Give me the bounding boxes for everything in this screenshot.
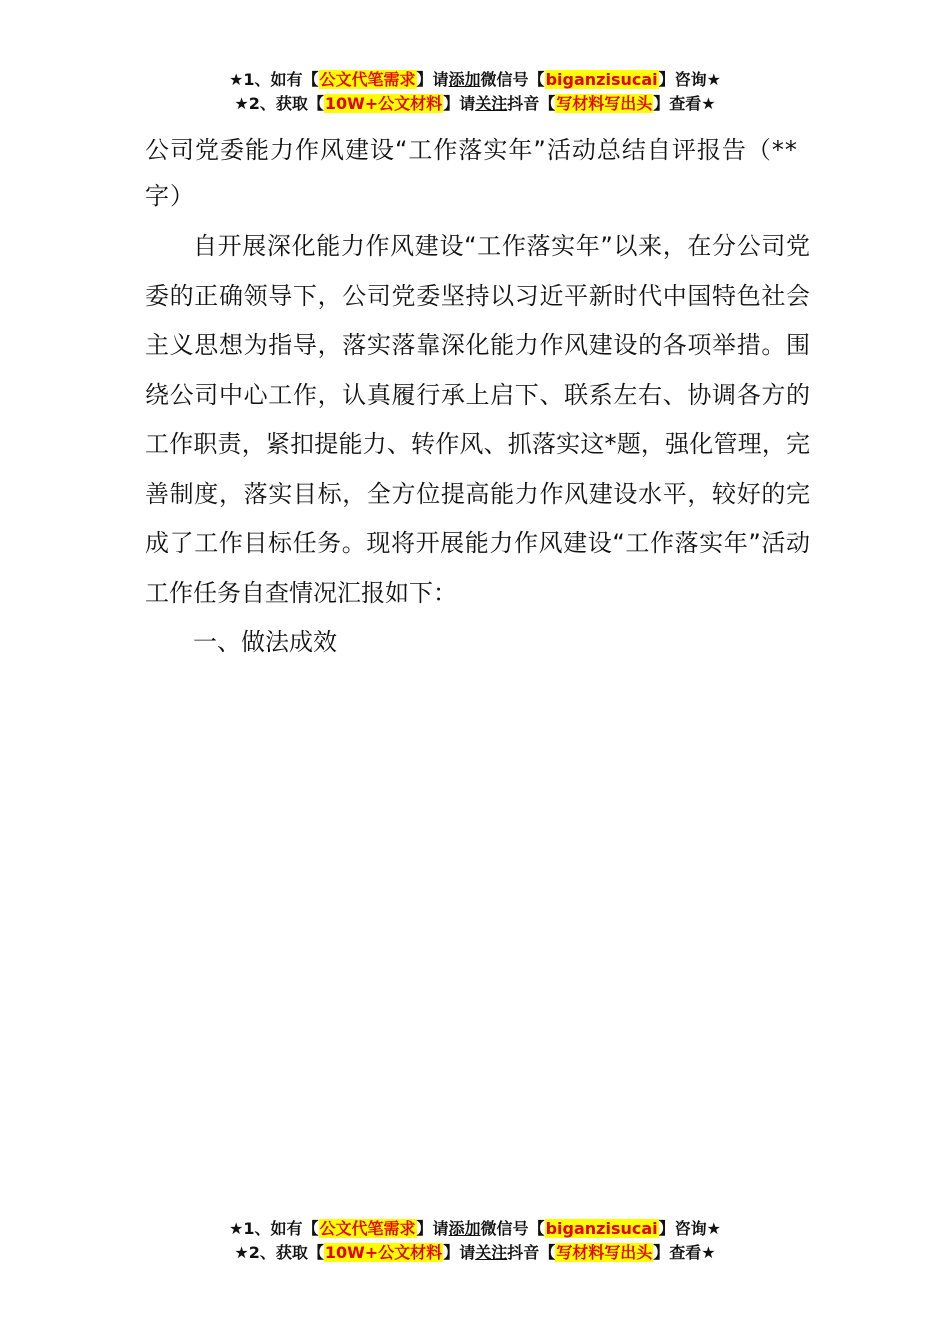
banner-highlight: 公文代笔需求 — [319, 70, 416, 89]
banner-highlight: biganzisucai — [545, 1219, 658, 1238]
body-paragraph: 自开展深化能力作风建设“工作落实年”以来，在分公司党委的正确领导下，公司党委坚持以习近平新时代中国特色社会主义思想为指导，落实落靠深化能力作风建设的各项举措。围绕公司中心工作，认真履行承上启下、联系左右、协调各方的工作职责，紧扣提能力、转作风、抓落实这*题，强化管理，完善制度，落实目标，全方位提高能力作风建设水平，较好的完成了工作目标任务。现将开展能力作风建设“工作落实年”活动工作任务自查情况汇报如下： — [145, 232, 810, 607]
banner-highlight: 写材料写出头 — [556, 94, 653, 113]
banner-text: 抖音【 — [507, 1243, 556, 1262]
banner-text: 】请 — [416, 1219, 449, 1238]
banner-text: 】查看★ — [653, 1243, 716, 1262]
banner-highlight: 10W+公文材料 — [324, 94, 443, 113]
banner-text: 】咨询★ — [658, 70, 721, 89]
footer-banner — [0, 1217, 950, 1265]
banner-text: 】请 — [443, 1243, 476, 1262]
banner-underline: 添加 — [448, 1219, 481, 1238]
banner-underline: 关注 — [475, 1243, 508, 1262]
banner-underline: 关注 — [475, 94, 508, 113]
banner-text: 微信号【 — [480, 1219, 545, 1238]
banner-text: 微信号【 — [480, 70, 545, 89]
banner-text: ★1、如有【 — [229, 70, 319, 89]
banner-highlight: 10W+公文材料 — [324, 1243, 443, 1262]
banner-underline: 添加 — [448, 70, 481, 89]
banner-highlight: 写材料写出头 — [556, 1243, 653, 1262]
section-heading: 一、做法成效 — [193, 628, 337, 656]
document-body — [145, 222, 810, 668]
banner-text: ★2、获取【 — [234, 1243, 324, 1262]
banner-line-1 — [0, 68, 950, 92]
banner-text: 抖音【 — [507, 94, 556, 113]
banner-text: 】请 — [416, 70, 449, 89]
banner-text: 】请 — [443, 94, 476, 113]
banner-text: 】查看★ — [653, 94, 716, 113]
banner-text: ★2、获取【 — [234, 94, 324, 113]
banner-highlight: 公文代笔需求 — [319, 1219, 416, 1238]
banner-line-2 — [0, 1241, 950, 1265]
banner-text: ★1、如有【 — [229, 1219, 319, 1238]
banner-line-2 — [0, 92, 950, 116]
banner-highlight: biganzisucai — [545, 70, 658, 89]
banner-text: 】咨询★ — [658, 1219, 721, 1238]
document-title: 公司党委能力作风建设“工作落实年”活动总结自评报告（**字） — [145, 136, 798, 210]
banner-line-1 — [0, 1217, 950, 1241]
header-banner — [0, 68, 950, 116]
